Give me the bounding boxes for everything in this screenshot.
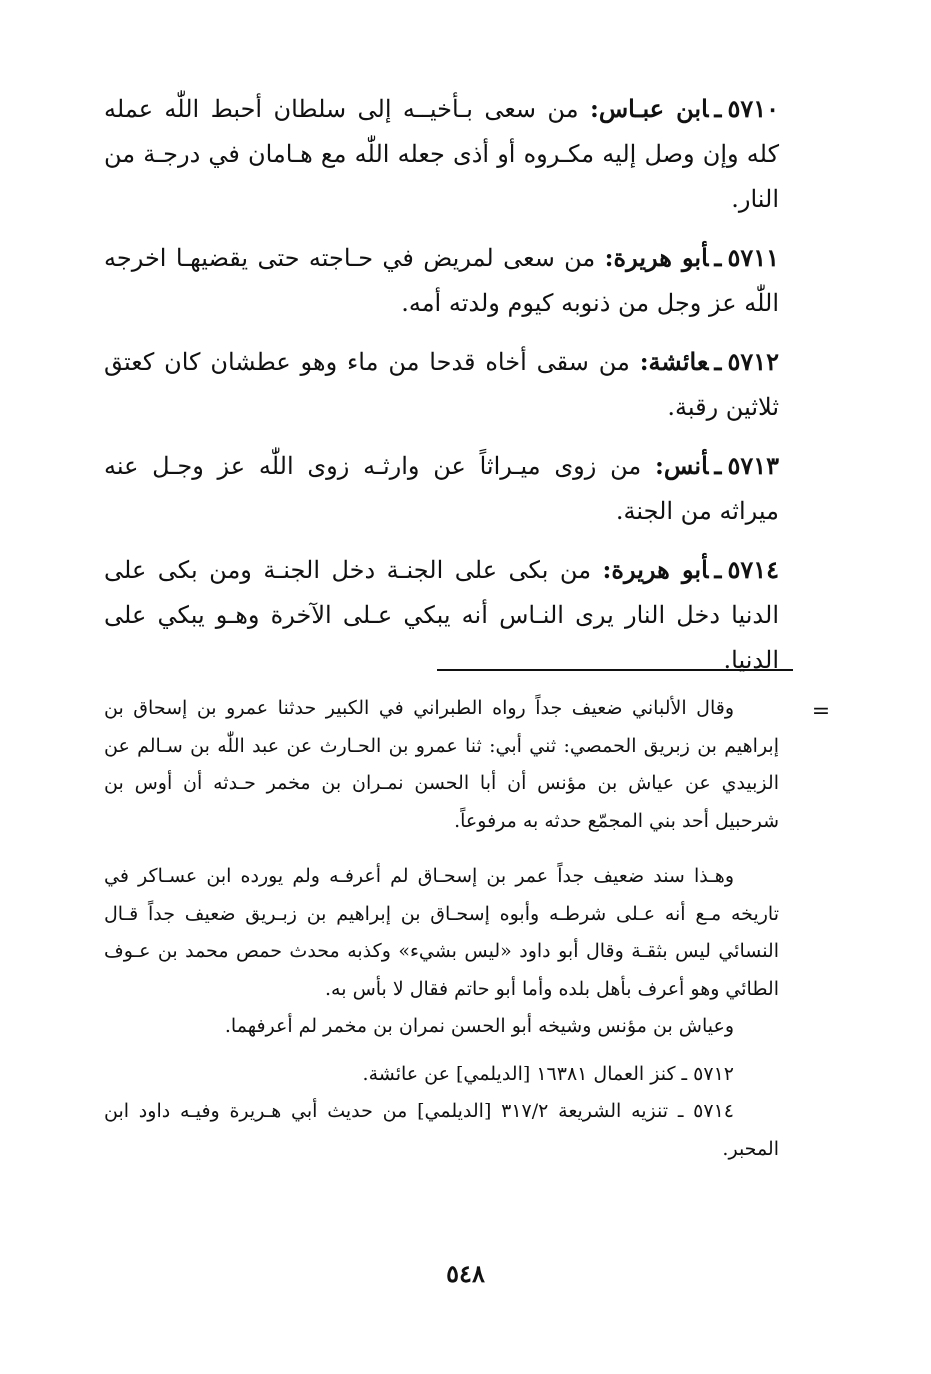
footnote-reference: ٥٧١٤ ـ تنزيه الشريعة ٣١٧/٢ [الديلمي] من حديث أبي هـريرة وفيـه داود ابن المحبر.: [104, 1100, 779, 1160]
hadith-list: [104, 86, 779, 696]
hadith-number: ٥٧١٣: [727, 451, 779, 480]
hadith-text: من بكى على الجنـة دخل الجنـة ومن بكى على الدنيا دخل النار يرى النـاس أنه يبكي عـلى الآخرة وهـو يبكي على الدنيا.: [104, 556, 779, 674]
footnote-gap: [104, 1046, 779, 1056]
hadith-entry: [104, 86, 779, 222]
hadith-separator: ـ: [714, 243, 722, 272]
hadith-number: ٥٧١٢: [727, 347, 779, 376]
hadith-narrator: أنس:: [654, 451, 709, 480]
hadith-entry: [104, 443, 779, 534]
hadith-number: ٥٧١٠: [727, 94, 779, 123]
footnote-divider: [437, 669, 793, 671]
hadith-narrator: ابن عبـاس:: [589, 94, 709, 123]
hadith-narrator: أبو هريرة:: [604, 243, 709, 272]
hadith-text: من زوى ميـراثاً عن وارثـه زوى اللّٰه عز وجـل عنه ميراثه من الجنة.: [104, 452, 779, 525]
hadith-separator: ـ: [714, 555, 722, 584]
footnote-paragraph: وهـذا سند ضعيف جداً عمر بن إسحـاق لم أعرفـه ولم يورده ابن عسـاكر في تاريخه مـع أنه عـلى شرطـه وأبوه إسحـاق بن إبراهيم بن زبـريق ضعيف جداً قـال النسائي ليس بثقـة وقال أبو داود «ليس بشيء» وكذبه محدث حمص محمد بن عـوف الطائي وهو أعرف بأهل بلده وأما أبو حاتم فقال لا بأس به.: [104, 865, 779, 1000]
hadith-text: من سعى لمريض في حـاجته حتى يقضيهـا اخرجه اللّٰه عز وجل من ذنوبه كيوم ولدته أمه.: [104, 244, 779, 317]
hadith-entry: [104, 235, 779, 326]
hadith-separator: ـ: [714, 451, 722, 480]
hadith-text: من سعى بـأخيــه إلى سلطان أحبط اللّٰه عمله كله وإن وصل إليه مكـروه أو أذى جعله اللّٰه مع هـامان في درجـة من النار.: [104, 95, 779, 213]
hadith-narrator: عائشة:: [639, 347, 709, 376]
footnote-gap: [104, 840, 779, 858]
footnote-paragraph: وقال الألباني ضعيف جداً رواه الطبراني في الكبير حدثنا عمرو بن إسحاق بن إبراهيم بن زبريق الحمصي: ثني أبي: ثنا عمرو بن الحـارث عن عبد اللّٰه بن سـالم عن الزبيدي عن عياش بن مؤنس أن أبا الحسن نمـران بن مخمر حـدثه أن أوس بن شرحبيل أحد بني المجمّع حدثه به مرفوعاً.: [104, 697, 779, 832]
hadith-number: ٥٧١١: [727, 243, 779, 272]
hadith-number: ٥٧١٤: [727, 555, 779, 584]
footnote-reference: ٥٧١٢ ـ كنز العمال ١٦٣٨١ [الديلمي] عن عائشة.: [362, 1062, 734, 1085]
hadith-entry: [104, 339, 779, 430]
hadith-entry: [104, 547, 779, 683]
hadith-separator: ـ: [714, 94, 722, 123]
hadith-separator: ـ: [714, 347, 722, 376]
page-number: ٥٤٨: [446, 1259, 485, 1288]
hadith-text: من سقى أخاه قدحا من ماء وهو عطشان كان كعتق ثلاثين رقبة.: [104, 348, 779, 421]
hadith-narrator: أبو هريرة:: [602, 555, 709, 584]
footnotes: [104, 690, 779, 1168]
footnote-paragraph: وعياش بن مؤنس وشيخه أبو الحسن نمران بن مخمر لم أعرفهما.: [224, 1015, 734, 1037]
continuation-mark: =: [811, 699, 831, 724]
